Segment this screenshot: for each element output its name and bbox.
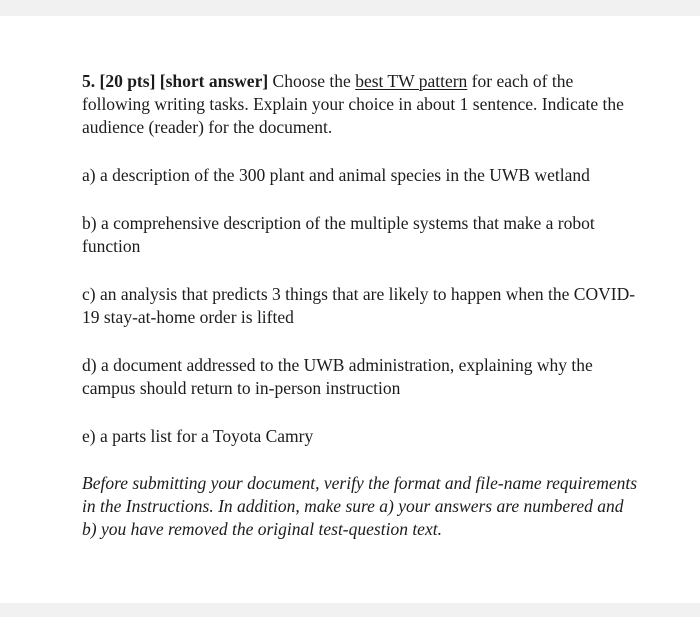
task-item-e: e) a parts list for a Toyota Camry <box>82 426 314 446</box>
question-text-before: Choose the <box>268 71 356 91</box>
question-number: 5. <box>82 71 96 91</box>
bottom-margin <box>0 603 700 617</box>
task-item-d: d) a document addressed to the UWB administration, explaining why the campus should return to in-person instruction <box>82 355 593 398</box>
question-points: [20 pts] <box>99 71 156 91</box>
task-item-c: c) an analysis that predicts 3 things that are likely to happen when the COVID-19 stay-at-home order is lifted <box>82 284 636 327</box>
question-prompt <box>82 70 642 139</box>
task-item-b: b) a comprehensive description of the multiple systems that make a robot function <box>82 213 595 256</box>
submission-note: Before submitting your document, verify the format and file-name requirements in the Instructions. In addition, make sure a) your answers are numbered and b) you have removed the original test-question text. <box>82 473 638 539</box>
question-content <box>82 70 642 541</box>
top-margin <box>0 0 700 16</box>
question-underlined-text: best TW pattern <box>355 71 468 91</box>
question-text-after: for each of the following writing tasks. Explain your choice in about 1 sentence. Indicate the audience (reader) for the document. <box>82 71 624 137</box>
question-type: [short answer] <box>159 71 269 91</box>
task-item-a: a) a description of the 300 plant and animal species in the UWB wetland <box>82 165 590 185</box>
